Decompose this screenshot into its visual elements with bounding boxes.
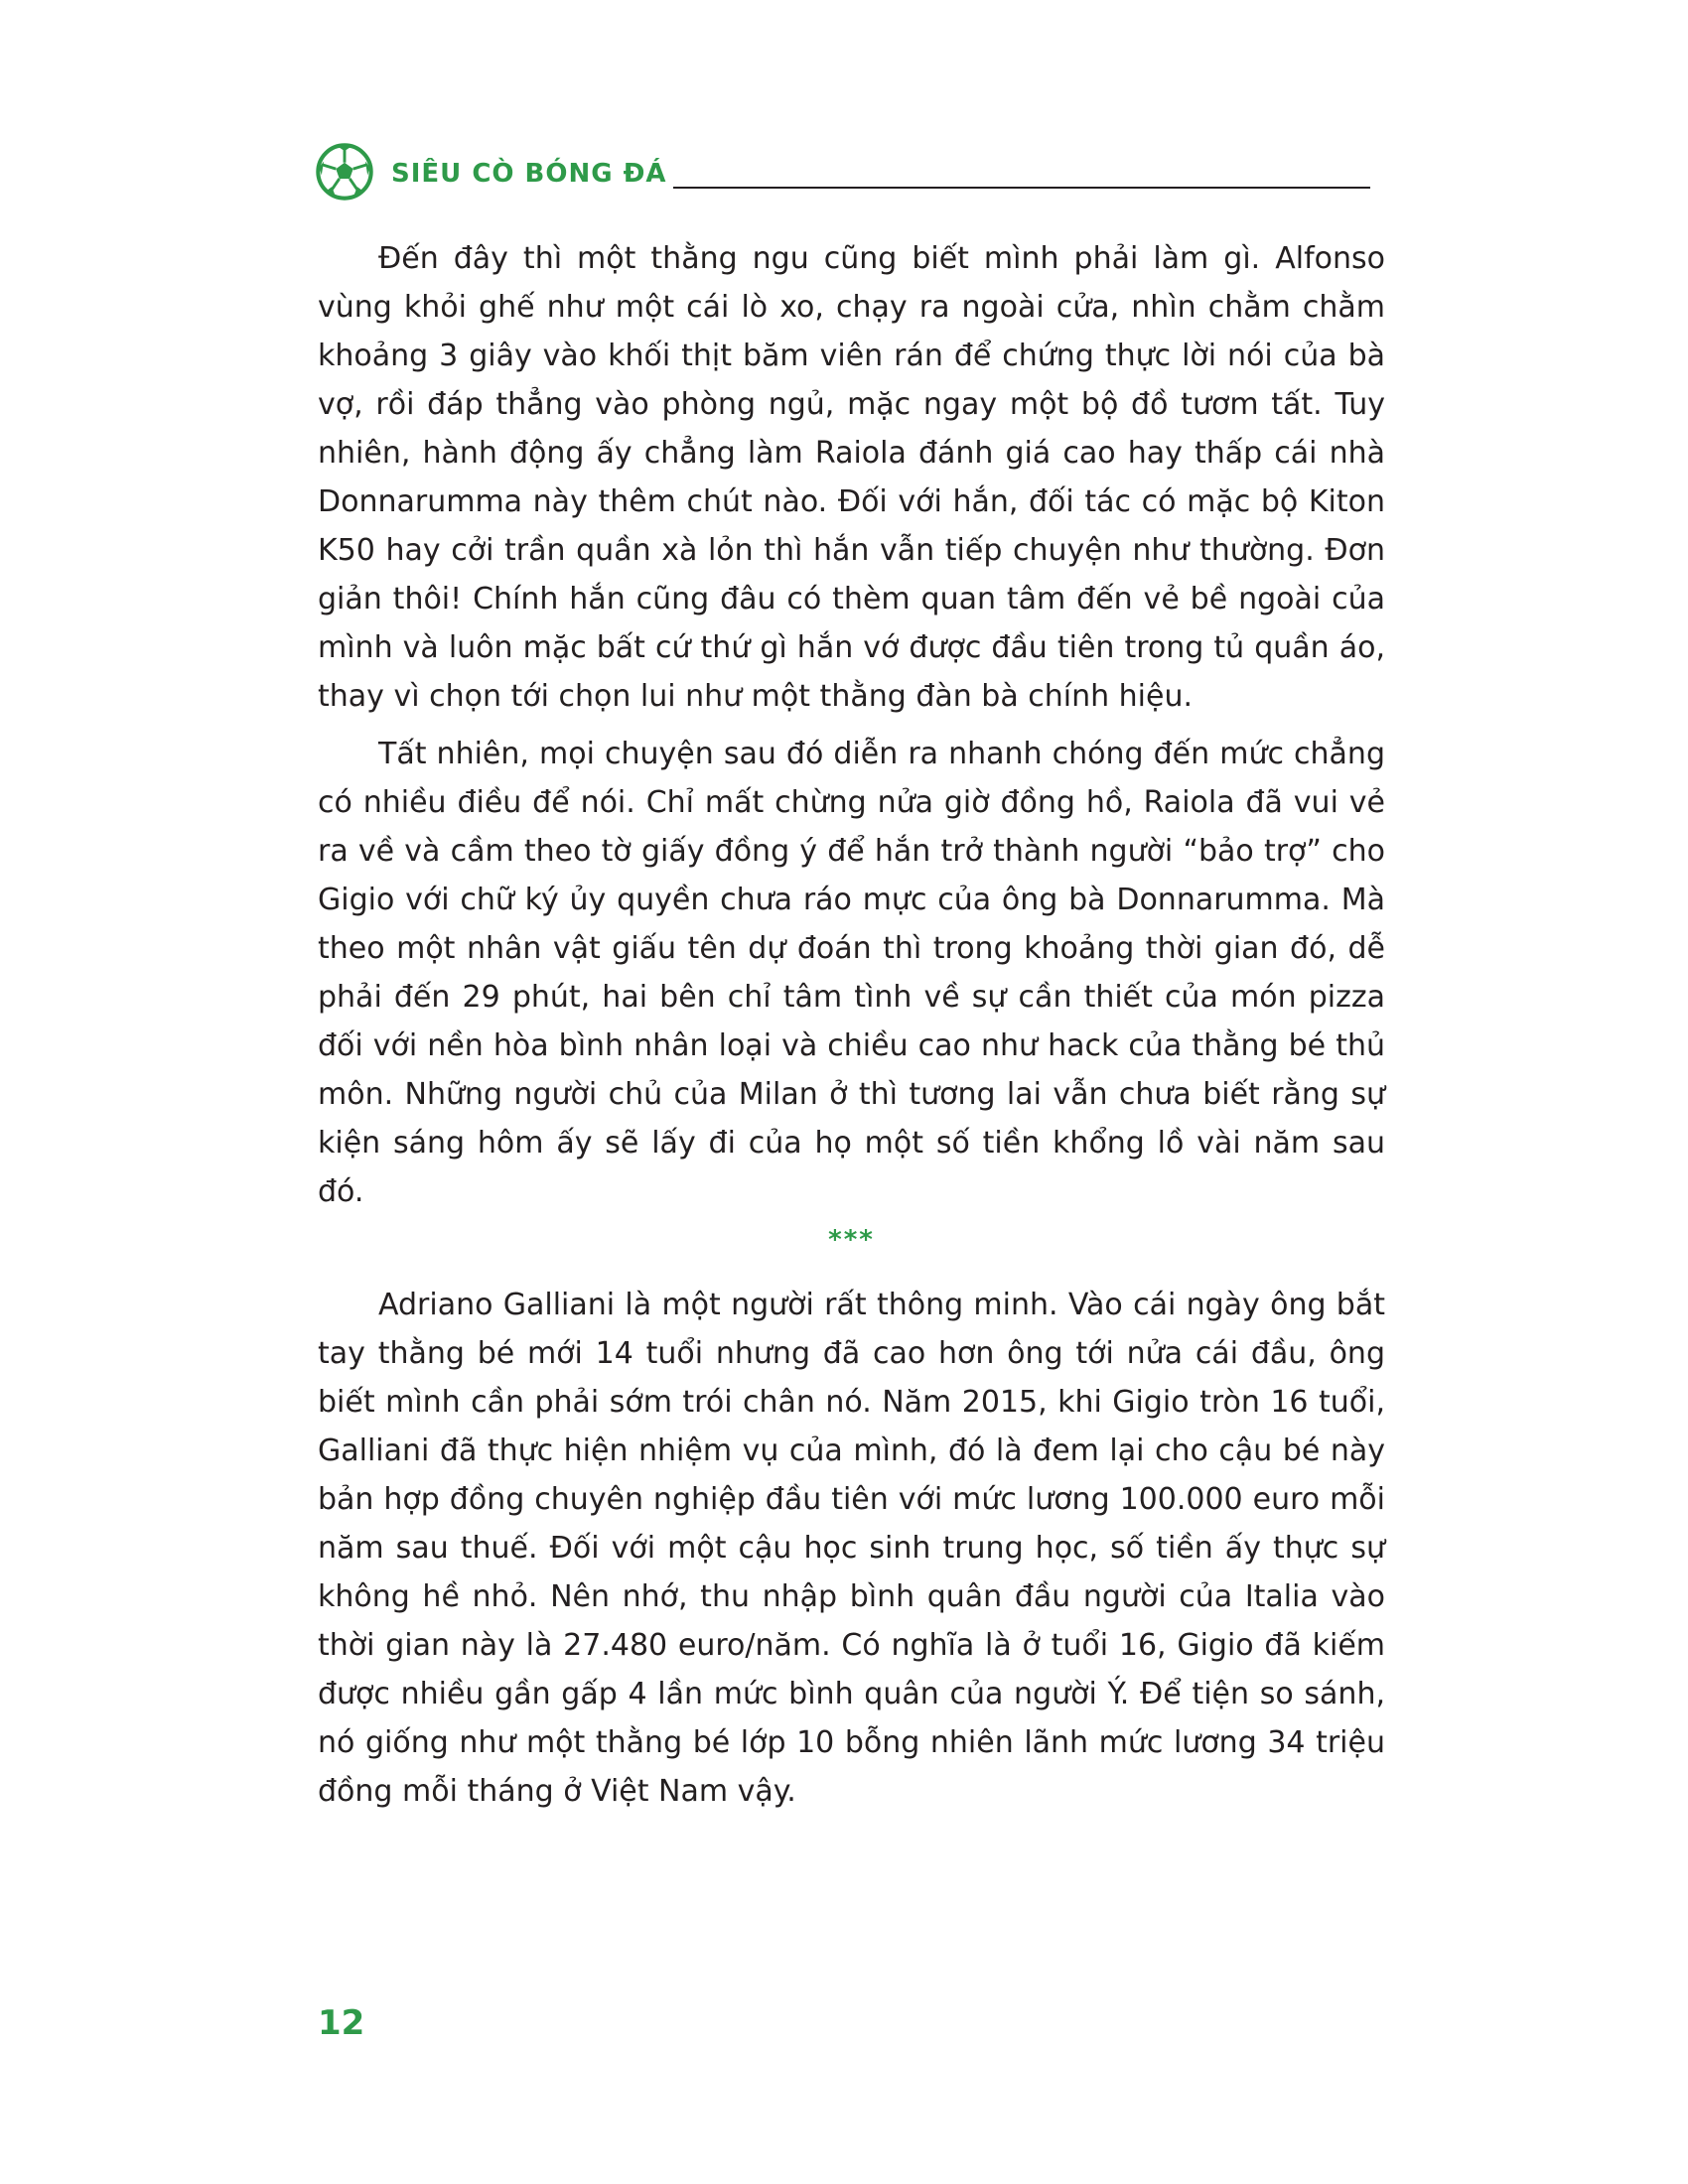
section-separator: *** — [828, 1225, 875, 1255]
paragraph: Tất nhiên, mọi chuyện sau đó diễn ra nhanh chóng đến mức chẳng có nhiều điều để nói. Chỉ mất chừng nửa giờ đồng hồ, Raiola đã vui vẻ ra về và cầm theo tờ giấy đồng ý để hắn trở thành người “bảo trợ” cho Gigio với chữ ký ủy quyền chưa ráo mực của ông bà Donnarumma. Mà theo một nhân vật giấu tên dự đoán thì trong khoảng thời gian đó, dễ phải đến 29 phút, hai bên chỉ tâm tình về sự cần thiết của món pizza đối với nền hòa bình nhân loại và chiều cao như hack của thằng bé thủ môn. Những người chủ của Milan ở thì tương lai vẫn chưa biết rằng sự kiện sáng hôm ấy sẽ lấy đi của họ một số tiền khổng lồ vài năm sau đó. — [318, 737, 1385, 1209]
paragraph: Adriano Galliani là một người rất thông minh. Vào cái ngày ông bắt tay thằng bé mới 14 tuổi nhưng đã cao hơn ông tới nửa cái đầu, ông biết mình cần phải sớm trói chân nó. Năm 2015, khi Gigio tròn 16 tuổi, Galliani đã thực hiện nhiệm vụ của mình, đó là đem lại cho cậu bé này bản hợp đồng chuyên nghiệp đầu tiên với mức lương 100.000 euro mỗi năm sau thuế. Đối với một cậu học sinh trung học, số tiền ấy thực sự không hề nhỏ. Nên nhớ, thu nhập bình quân đầu người của Italia vào thời gian này là 27.480 euro/năm. Có nghĩa là ở tuổi 16, Gigio đã kiếm được nhiều gần gấp 4 lần mức bình quân của người Ý. Để tiện so sánh, nó giống như một thằng bé lớp 10 bỗng nhiên lãnh mức lương 34 triệu đồng mỗi tháng ở Việt Nam vậy. — [318, 1288, 1385, 1809]
header-rule — [673, 187, 1370, 189]
page-number: 12 — [318, 2003, 365, 2043]
paragraph: Đến đây thì một thằng ngu cũng biết mình phải làm gì. Alfonso vùng khỏi ghế như một cái lò xo, chạy ra ngoài cửa, nhìn chằm chằm khoảng 3 giây vào khối thịt băm viên rán để chứng thực lời nói của bà vợ, rồi đáp thẳng vào phòng ngủ, mặc ngay một bộ đồ tươm tất. Tuy nhiên, hành động ấy chẳng làm Raiola đánh giá cao hay thấp cái nhà Donnarumma này thêm chút nào. Đối với hắn, đối tác có mặc bộ Kiton K50 hay cởi trần quần xà lỏn thì hắn vẫn tiếp chuyện như thường. Đơn giản thôi! Chính hắn cũng đâu có thèm quan tâm đến vẻ bề ngoài của mình và luôn mặc bất cứ thứ gì hắn vớ được đầu tiên trong tủ quần áo, thay vì chọn tới chọn lui như một thằng đàn bà chính hiệu. — [318, 241, 1385, 714]
book-title: SIÊU CÒ BÓNG ĐÁ — [391, 159, 667, 189]
soccer-ball-icon — [316, 143, 373, 201]
running-header — [316, 143, 1370, 203]
page-body — [318, 234, 1385, 1825]
